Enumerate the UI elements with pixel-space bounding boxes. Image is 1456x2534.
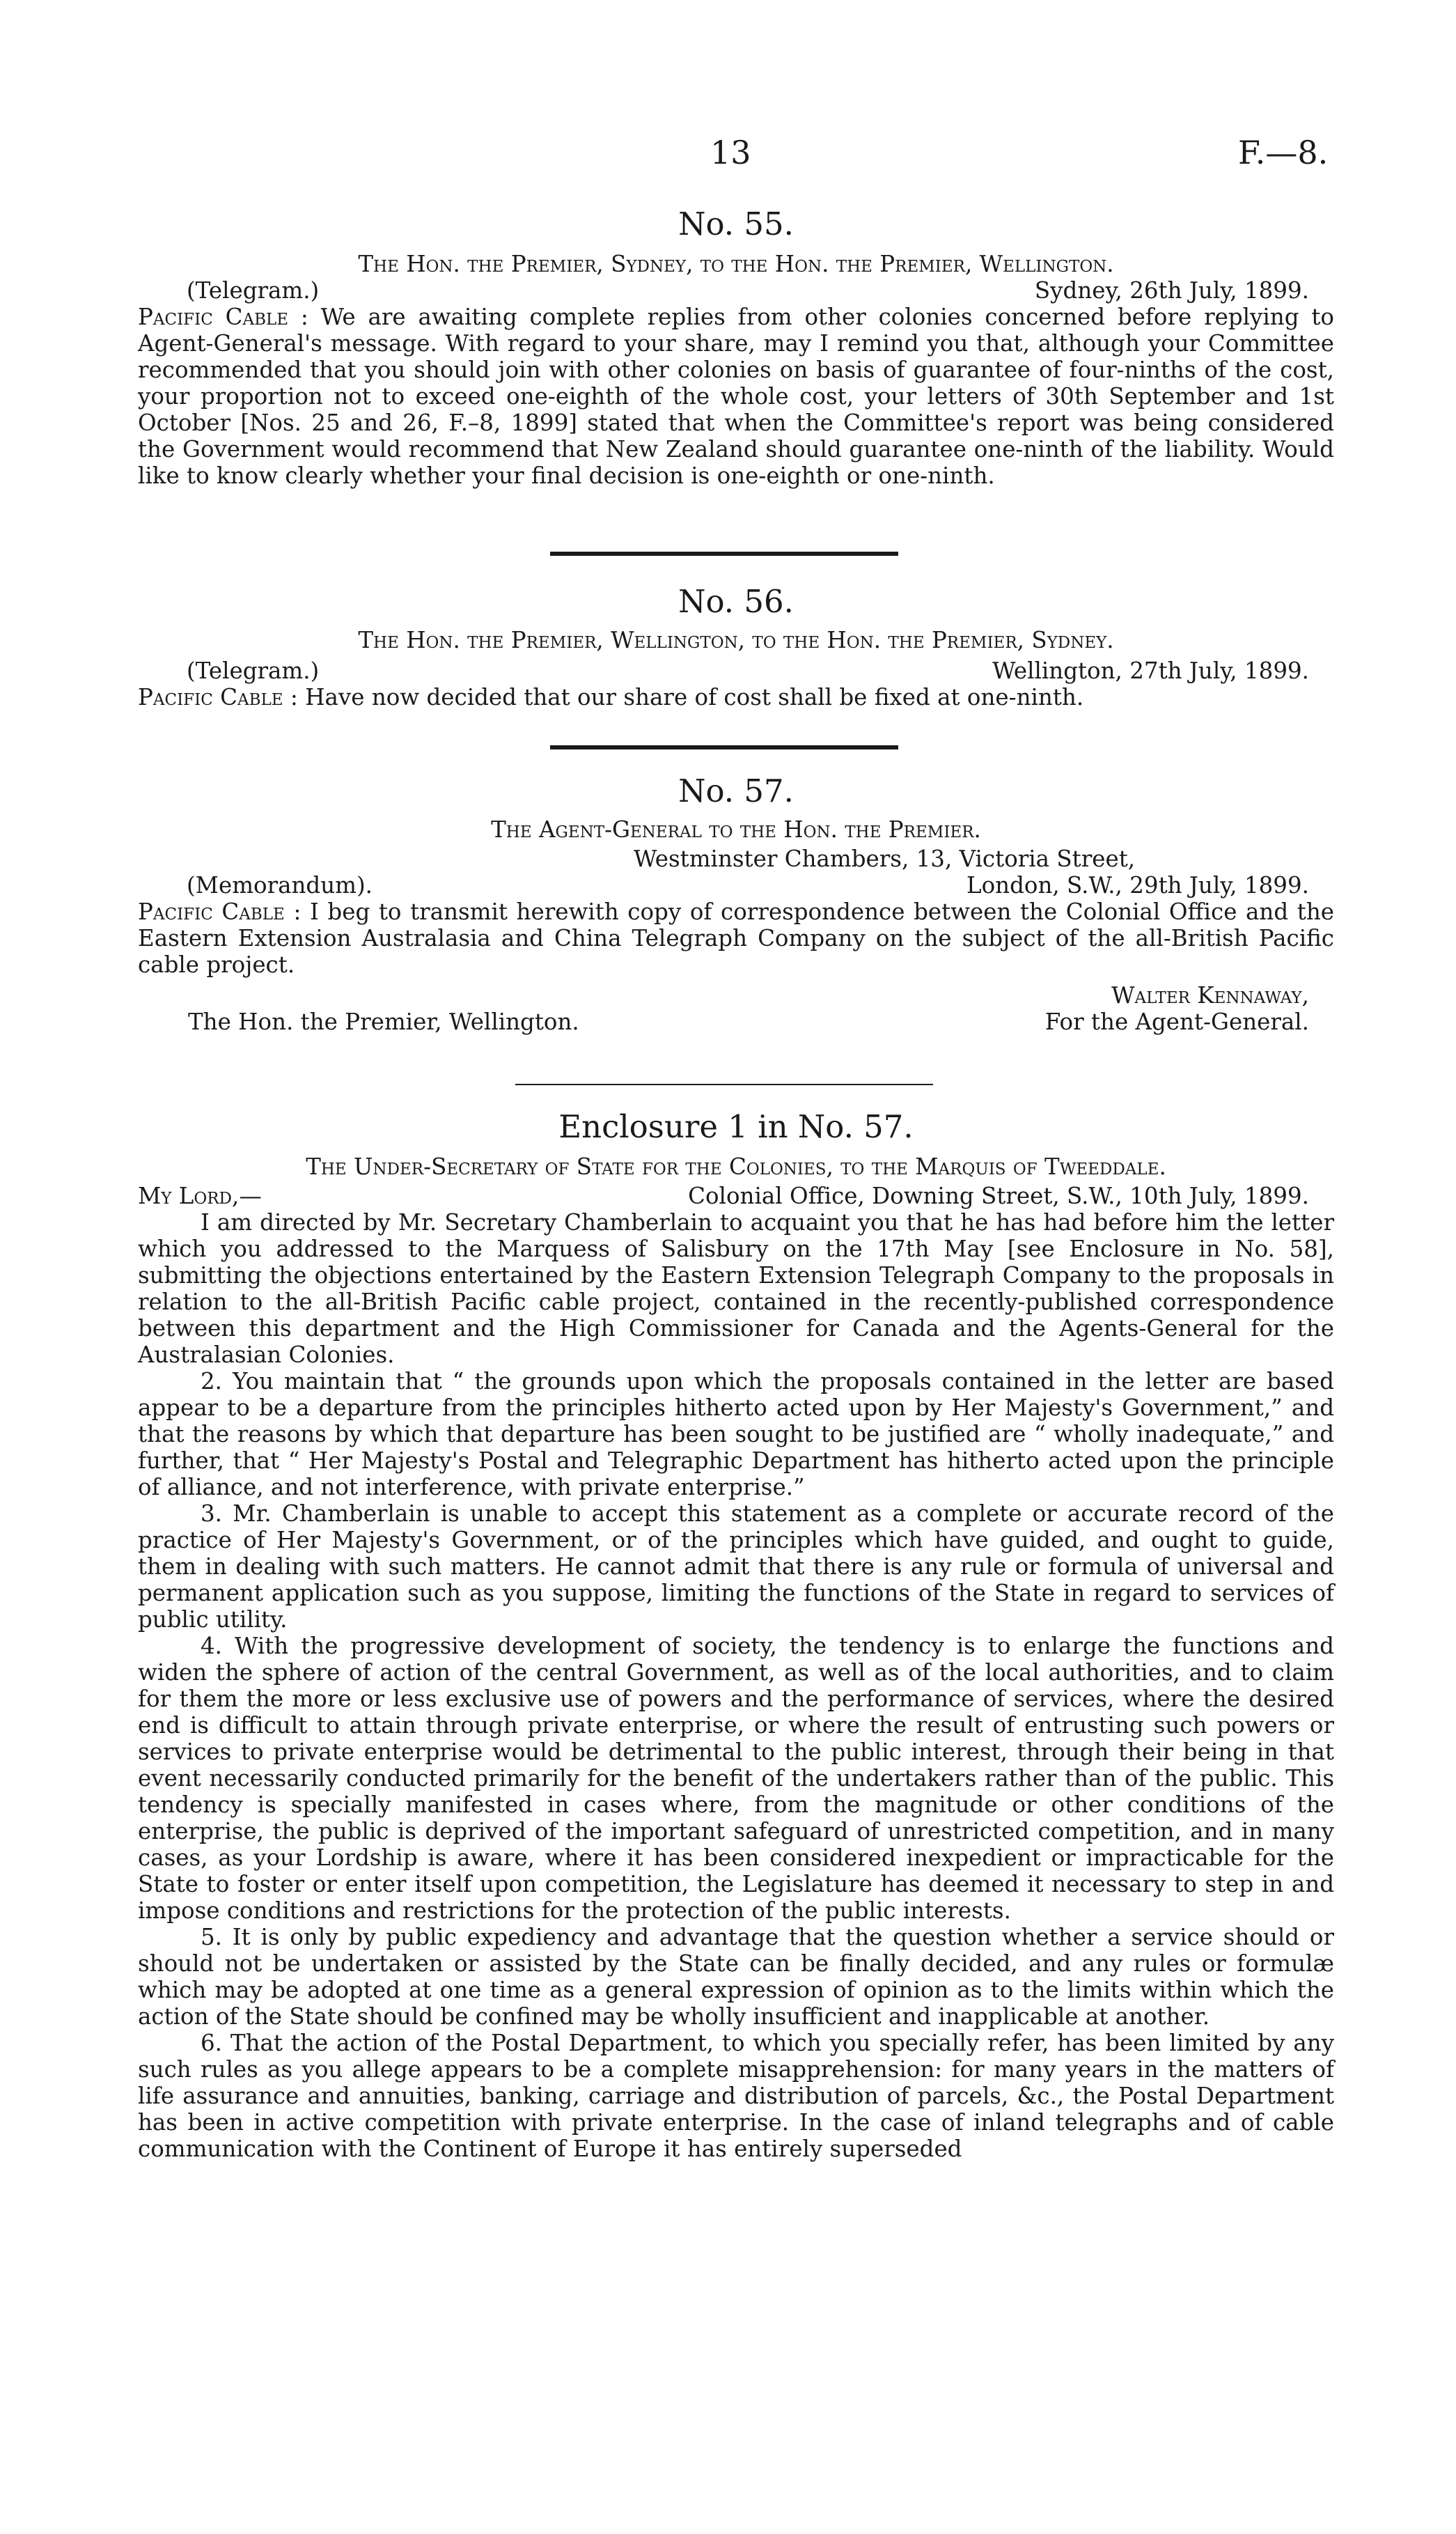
section-caption: The Agent-General to the Hon. the Premier. (491, 816, 981, 843)
message-type: (Telegram.) (187, 658, 320, 684)
addressee-line (138, 1009, 1334, 1035)
message-type: (Memorandum). (187, 872, 373, 899)
section-no-56 (138, 584, 1334, 710)
place-date: Sydney, 26th July, 1899. (1034, 277, 1309, 304)
paragraph: I am directed by Mr. Secretary Chamberlain to acquaint you that he has had before him the letter which you addressed to the Marquess of Salisbury on the 17th May [see Enclosure in No. 58], submitting the objections entertained by the Eastern Extension Telegraph Company to the proposals in relation to the all-British Pacific cable project, contained in the recently-published correspondence between this department and the High Commissioner for Canada and the Agents-General for the Australasian Colonies. (138, 1209, 1334, 1368)
signature-role: For the Agent-General. (1044, 1009, 1309, 1035)
message-type: (Telegram.) (187, 277, 320, 304)
message-text: : I beg to transmit herewith copy of correspondence between the Colonial Office and the Eastern Extension Australasia and China Telegraph Company on the subject of the all-British Pacific cable project. (138, 899, 1334, 978)
message-text: : Have now decided that our share of cost shall be fixed at one-ninth. (290, 684, 1084, 710)
section-divider (550, 552, 898, 556)
enclosure-caption: The Under-Secretary of State for the Colonies, to the Marquis of Tweeddale. (306, 1153, 1166, 1180)
section-caption: The Hon. the Premier, Sydney, to the Hon. the Premier, Wellington. (358, 251, 1114, 277)
signature-line (138, 982, 1334, 1009)
page-number: 13 (710, 134, 751, 171)
enclosure-title: Enclosure 1 in No. 57. (558, 1108, 914, 1145)
paragraph: 2. You maintain that “ the grounds upon which the proposals contained in the letter are based appear to be a departure from the principles hitherto acted upon by Her Majesty's Government,” and that the reasons by which that departure has been sought to be justified are “ wholly inadequate,” and further, that “ Her Majesty's Postal and Telegraphic Department has hitherto acted upon the principle of alliance, and not interference, with private enterprise.” (138, 1368, 1334, 1500)
subject-label: Pacific Cable (138, 684, 283, 710)
section-divider (515, 1084, 933, 1085)
place-date: Wellington, 27th July, 1899. (992, 658, 1309, 684)
section-caption: The Hon. the Premier, Wellington, to the Hon. the Premier, Sydney. (358, 627, 1114, 653)
document-reference: F.—8. (1238, 134, 1329, 171)
message-body (138, 899, 1334, 978)
section-divider (550, 745, 898, 749)
paragraph: 5. It is only by public expediency and advantage that the question whether a service should or should not be undertaken or assisted by the State can be finally decided, and any rules or formulæ which may be adopted at one time as a general expression of opinion as to the limits within which the action of the State should be confined may be wholly insufficient and inapplicable at another. (138, 1924, 1334, 2030)
signature: Walter Kennaway, (1111, 982, 1309, 1009)
sender-address: Westminster Chambers, 13, Victoria Street, (634, 846, 1136, 872)
section-no-57 (138, 773, 1334, 1035)
section-number: No. 56. (678, 583, 794, 620)
enclosure-1 (138, 1109, 1334, 2162)
memorandum-line (138, 872, 1334, 899)
section-no-55 (138, 206, 1334, 489)
message-text: : We are awaiting complete replies from other colonies concerned before replying to Agent-General's message. With regard to your share, may I remind you that, although your Committee recommended that you should join with other colonies on basis of guarantee of four-ninths of the cost, your proportion not to exceed one-eighth of the whole cost, your letters of 30th September and 1st October [Nos. 25 and 26, F.–8, 1899] stated that when the Committee's report was being considered the Government would recommend that New Zealand should guarantee one-ninth of the liability. Would like to know clearly whether your final decision is one-eighth or one-ninth. (138, 304, 1334, 489)
addressee: The Hon. the Premier, Wellington. (188, 1009, 579, 1035)
section-number: No. 55. (678, 205, 794, 242)
salutation: My Lord,— (138, 1183, 262, 1209)
subject-label: Pacific Cable (138, 304, 289, 330)
paragraph: 4. With the progressive development of society, the tendency is to enlarge the functions and widen the sphere of action of the central Government, as well as of the local authorities, and to claim for them the more or less exclusive use of powers and the performance of services, where the desired end is difficult to attain through private enterprise, or where the result of entrusting such powers or services to private enterprise would be detrimental to the public interest, through their being in that event necessarily conducted primarily for the benefit of the undertakers rather than of the public. This tendency is specially manifested in cases where, from the magnitude or other conditions of the enterprise, the public is deprived of the important safeguard of unrestricted competition, and in many cases, as your Lordship is aware, where it has been considered inexpedient or impracticable for the State to foster or enter itself upon competition, the Legislature has deemed it necessary to step in and impose conditions and restrictions for the protection of the public interests. (138, 1633, 1334, 1924)
telegram-line (138, 658, 1334, 684)
message-body (138, 684, 1334, 710)
subject-label: Pacific Cable (138, 899, 285, 925)
address-line (138, 846, 1334, 872)
paragraph: 6. That the action of the Postal Department, to which you specially refer, has been limited by any such rules as you allege appears to be a complete misapprehension: for many years in the matters of life assurance and annuities, banking, carriage and distribution of parcels, &c., the Postal Department has been in active competition with private enterprise. In the case of inland telegraphs and of cable communication with the Continent of Europe it has entirely superseded (138, 2030, 1334, 2162)
section-number: No. 57. (678, 772, 794, 809)
place-date: Colonial Office, Downing Street, S.W., 10th July, 1899. (688, 1183, 1309, 1209)
message-body (138, 304, 1334, 489)
paragraph: 3. Mr. Chamberlain is unable to accept this statement as a complete or accurate record of the practice of Her Majesty's Government, or of the principles which have guided, and ought to guide, them in dealing with such matters. He cannot admit that there is any rule or formula of universal and permanent application such as you suppose, limiting the functions of the State in regard to services of public utility. (138, 1500, 1334, 1633)
telegram-line (138, 277, 1334, 304)
salutation-line (138, 1183, 1334, 1209)
place-date: London, S.W., 29th July, 1899. (966, 872, 1309, 899)
